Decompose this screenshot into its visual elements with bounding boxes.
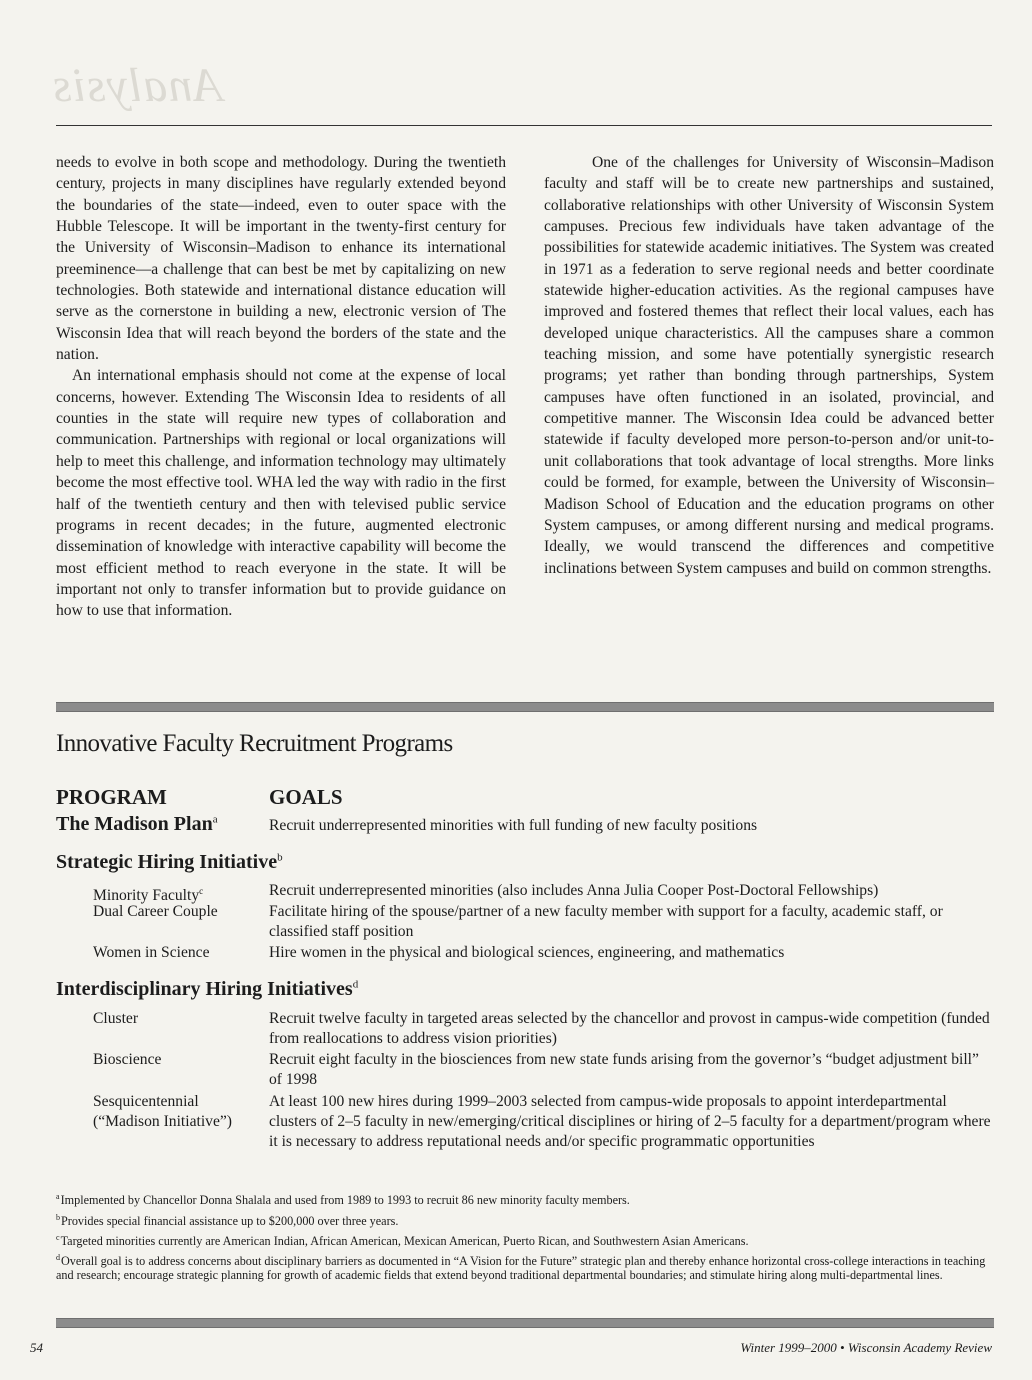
footnote-b: $^b$Provides special financial assistance up to $200,000 over three years. bbox=[56, 1213, 399, 1229]
dual-career-goal: Facilitate hiring of the spouse/partner of a new faculty member with support for a faculty, academic staff, or classified staff position bbox=[269, 903, 943, 941]
left-paragraph-1: needs to evolve in both scope and methodology. During the twentieth century, projects in many disciplines have regularly extended beyond the boundaries of the state—indeed, even to outer space with the Hubble Telescope. It will be important in the twenty-first century for the University of Wisconsin–Madison to enhance its international preeminence—a challenge that can best be met by capitalizing on new technologies. Both statewide and international distance education will serve as the cornerstone in building a new, electronic version of The Wisconsin Idea that will reach beyond the borders of the state and the nation. bbox=[56, 154, 506, 364]
right-paragraph-1: One of the challenges for University of Wisconsin–Madison faculty and staff will be to create new partnerships and sustained, collaborative relationships with other University of Wisconsin System campuses. Precious few individuals have taken advantage of the possibilities for statewide academic initiatives. The System was created in 1971 as a federation to serve regional needs and better coordinate statewide higher-education activities. As the regional campuses have improved and fostered themes that reflect their local values, each has developed unique characteristics. All the campuses share a common teaching mission, and some have potentially synergistic research programs; yet rather than bonding through partnerships, System campuses have often functioned in an isolated, provincial, and competitive manner. The Wisconsin Idea could be advanced better statewide if faculty developed more person-to-person and/or unit-to-unit collaborations that took advantage of local strengths. More links could be formed, for example, between the University of Wisconsin–Madison School of Education and the education programs on other System campuses, or among different nursing and medical programs. Ideally, we would transcend the differences and competitive inclinations between System campuses and build on common strengths. bbox=[544, 154, 994, 577]
program-column-header: PROGRAM bbox=[56, 785, 167, 809]
dual-career-label: Dual Career Couple bbox=[93, 903, 218, 920]
issue-line: Winter 1999–2000 • Wisconsin Academy Review bbox=[740, 1340, 992, 1355]
cluster-label: Cluster bbox=[93, 1010, 139, 1027]
sidebar-top-bar bbox=[56, 702, 994, 712]
page-number: 54 bbox=[30, 1340, 43, 1355]
left-paragraph-2: An international emphasis should not come at the expense of local concerns, however. Extending The Wisconsin Idea to residents of all counties in the state will require new types of collaboration and communication. Partnerships with regional or local organizations will help to meet this challenge, and information technology may ultimately become the most effective tool. WHA led the way with radio in the first half of the twentieth century and then with televised public service programs in recent decades; in the future, augmented electronic dissemination of knowledge with interactive capability will become the most efficient method to reach everyone in the state. It will be important not only to transfer information but to provide guidance on how to use that information. bbox=[56, 367, 506, 620]
left-column bbox=[56, 152, 506, 622]
minority-faculty-goal: Recruit underrepresented minorities (also includes Anna Julia Cooper Post-Doctoral Fellowships) bbox=[269, 882, 879, 899]
goals-column-header: GOALS bbox=[269, 785, 343, 809]
minority-faculty-label: Minority Faculty$^c$ bbox=[93, 886, 204, 905]
strategic-hiring-heading: Strategic Hiring Initiative$^b$ bbox=[56, 851, 283, 873]
sidebar-title: Innovative Faculty Recruitment Programs bbox=[56, 730, 453, 757]
footnote-c: $^c$Targeted minorities currently are American Indian, African American, Mexican American, Puerto Rican, and Southwestern Asian Americans. bbox=[56, 1233, 749, 1249]
cluster-goal: Recruit twelve faculty in targeted areas selected by the chancellor and provost in campus-wide competition (funded from reallocations to address vision priorities) bbox=[269, 1010, 990, 1048]
women-in-science-goal: Hire women in the physical and biological sciences, engineering, and mathematics bbox=[269, 944, 785, 961]
footnote-a: $^a$Implemented by Chancellor Donna Shalala and used from 1989 to 1993 to recruit 86 new minority faculty members. bbox=[56, 1192, 630, 1208]
top-rule bbox=[56, 125, 992, 126]
bioscience-goal: Recruit eight faculty in the biosciences from new state funds arising from the governor’s “budget adjustment bill” of 1998 bbox=[269, 1051, 979, 1089]
madison-plan-heading: The Madison Plan$^a$ bbox=[56, 813, 218, 835]
bioscience-label: Bioscience bbox=[93, 1051, 162, 1068]
madison-plan-goal: Recruit underrepresented minorities with full funding of new faculty positions bbox=[269, 817, 758, 834]
right-column bbox=[544, 152, 994, 579]
section-banner-showthrough: Analysis bbox=[52, 59, 223, 112]
footnote-d: $^d$Overall goal is to address concerns about disciplinary barriers as documented in “A Vision for the Future” strategic plan and thereby enhance horizontal cross-college interactions in teaching and research; encourage strategic planning for growth of academic fields that extend beyond traditional departmental boundaries; and stimulate hiring along multi-departmental lines. bbox=[56, 1253, 986, 1282]
interdisciplinary-heading: Interdisciplinary Hiring Initiatives$^d$ bbox=[56, 978, 359, 1000]
sesquicentennial-goal: At least 100 new hires during 1999–2003 selected from campus-wide proposals to appoint interdepartmental clusters of 2–5 faculty in new/emerging/critical disciplines or hiring of 2–5 faculty for a department/program where it is necessary to address reputational needs and/or specific programmatic opportunities bbox=[269, 1093, 991, 1151]
sidebar-bottom-bar bbox=[56, 1318, 994, 1328]
sesquicentennial-label: Sesquicentennial (“Madison Initiative”) bbox=[93, 1093, 232, 1130]
women-in-science-label: Women in Science bbox=[93, 944, 210, 961]
